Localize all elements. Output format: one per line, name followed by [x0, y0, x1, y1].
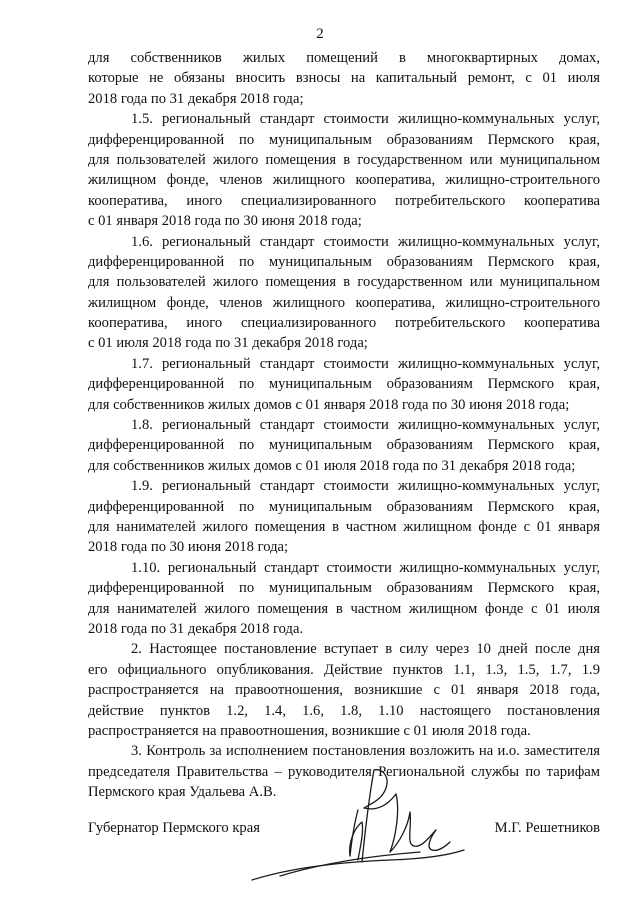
text-line: для нанимателей жилого помещения в частном жилищном фонде с 01 июля: [88, 600, 600, 617]
text-line: для собственников жилых домов с 01 июля 2018 года по 31 декабря 2018 года;: [88, 457, 576, 474]
text-line: жилищном фонде, членов жилищного кооператива, жилищно-строительного: [88, 172, 600, 189]
text-line: дифференцированной по муниципальным образованиям Пермского края,: [88, 131, 600, 148]
paragraph: [88, 232, 600, 354]
text-line: распространяется на правоотношения, возникшие с 01 января 2018 года,: [88, 682, 600, 699]
text-line: 1.6. региональный стандарт стоимости жилищно-коммунальных услуг,: [131, 233, 600, 250]
text-line: кооператива, иного специализированного потребительского кооператива: [88, 192, 600, 209]
text-line: для собственников жилых домов с 01 января 2018 года по 30 июня 2018 года;: [88, 396, 570, 413]
signature-block: [88, 818, 600, 838]
page-number: 2: [316, 26, 324, 42]
text-line: 2018 года по 30 июня 2018 года;: [88, 539, 289, 556]
paragraph: [88, 639, 600, 741]
text-line: действие пунктов 1.2, 1.4, 1.6, 1.8, 1.10 настоящего постановления: [88, 702, 600, 719]
text-line: 1.9. региональный стандарт стоимости жилищно-коммунальных услуг,: [131, 478, 600, 495]
paragraph: [88, 558, 600, 640]
text-line: распространяется на правоотношения, возникшие с 01 июля 2018 года.: [88, 722, 531, 739]
text-line: 2018 года по 31 декабря 2018 года;: [88, 90, 304, 107]
text-line: с 01 июля 2018 года по 31 декабря 2018 года;: [88, 335, 368, 352]
text-line: 3. Контроль за исполнением постановления возложить на и.о. заместителя: [131, 743, 600, 760]
text-line: его официального опубликования. Действие пунктов 1.1, 1.3, 1.5, 1.7, 1.9: [88, 661, 600, 678]
handwritten-signature: [250, 752, 470, 882]
paragraph: [88, 48, 600, 109]
text-line: 1.7. региональный стандарт стоимости жилищно-коммунальных услуг,: [131, 355, 600, 372]
text-line: 1.5. региональный стандарт стоимости жилищно-коммунальных услуг,: [131, 111, 600, 128]
text-line: дифференцированной по муниципальным образованиям Пермского края,: [88, 376, 600, 393]
signer-title: Губернатор Пермского края: [88, 820, 260, 836]
text-line: которые не обязаны вносить взносы на капитальный ремонт, с 01 июля: [88, 70, 600, 87]
paragraph: [88, 476, 600, 558]
text-line: для пользователей жилого помещения в государственном или муниципальном: [88, 151, 600, 168]
text-line: Пермского края Удальева А.В.: [88, 784, 277, 801]
text-line: дифференцированной по муниципальным образованиям Пермского края,: [88, 437, 600, 454]
text-line: для пользователей жилого помещения в государственном или муниципальном: [88, 274, 600, 291]
text-line: кооператива, иного специализированного потребительского кооператива: [88, 315, 600, 332]
text-line: с 01 января 2018 года по 30 июня 2018 года;: [88, 213, 362, 230]
text-line: председателя Правительства – руководителя Региональной службы по тарифам: [88, 763, 600, 780]
text-line: 2018 года по 31 декабря 2018 года.: [88, 620, 304, 637]
text-line: жилищном фонде, членов жилищного кооператива, жилищно-строительного: [88, 294, 600, 311]
text-line: для собственников жилых помещений в многоквартирных домах,: [88, 50, 600, 66]
paragraph: [88, 109, 600, 231]
text-line: дифференцированной по муниципальным образованиям Пермского края,: [88, 498, 600, 515]
paragraph: [88, 415, 600, 476]
text-line: дифференцированной по муниципальным образованиям Пермского края,: [88, 580, 600, 597]
text-line: 1.10. региональный стандарт стоимости жилищно-коммунальных услуг,: [131, 559, 600, 576]
text-line: 1.8. региональный стандарт стоимости жилищно-коммунальных услуг,: [131, 417, 600, 434]
text-line: дифференцированной по муниципальным образованиям Пермского края,: [88, 253, 600, 270]
document-body: [88, 48, 600, 802]
text-line: для нанимателей жилого помещения в частном жилищном фонде с 01 января: [88, 518, 600, 535]
signer-name: М.Г. Решетников: [494, 820, 600, 836]
paragraph: [88, 354, 600, 415]
text-line: 2. Настоящее постановление вступает в силу через 10 дней после дня: [131, 641, 600, 658]
